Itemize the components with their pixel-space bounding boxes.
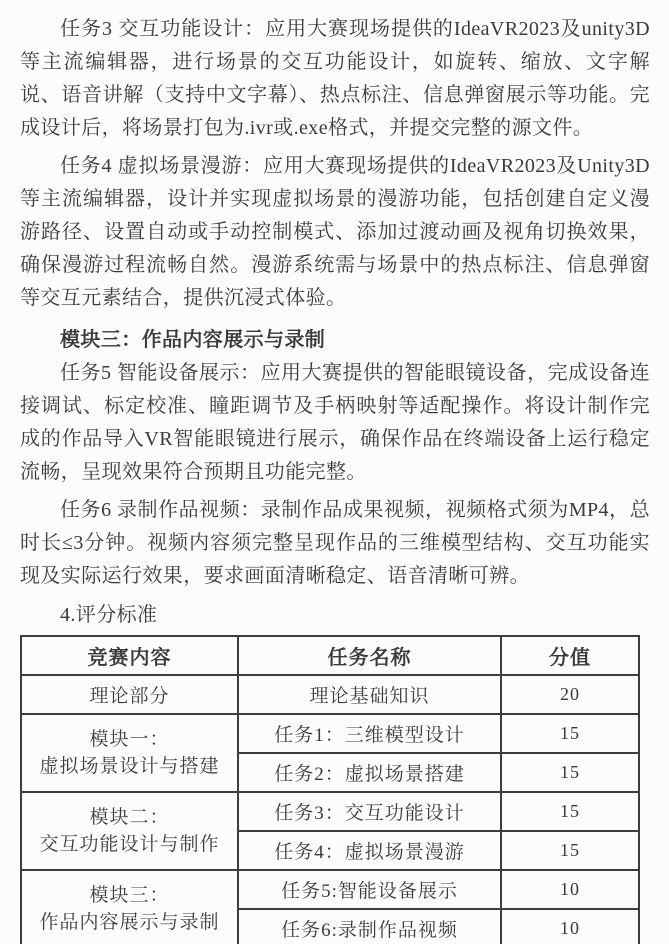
task-cell: 任务1：三维模型设计: [238, 714, 501, 753]
score-cell: 20: [501, 675, 639, 714]
score-cell: 15: [501, 714, 639, 753]
paragraph-task6: 任务6 录制作品视频：录制作品成果视频，视频格式须为MP4，总时长≤3分钟。视频内容须完整呈现作品的三维模型结构、交互功能实现及实际运行效果，要求画面清晰稳定、语音清晰可辨。: [20, 499, 650, 587]
table-row-theory: [21, 675, 639, 714]
group-name-theory: 理论部分: [21, 675, 238, 714]
group-name-line1: 模块一：: [89, 729, 170, 750]
module3-heading: 模块三：作品内容展示与录制: [60, 329, 326, 351]
group-name-line2: 交互功能设计与制作: [39, 834, 220, 855]
task-cell: 任务2：虚拟场景搭建: [238, 753, 501, 792]
header-competition-content: 竞赛内容: [21, 636, 238, 675]
task-cell: 任务5:智能设备展示: [238, 870, 501, 909]
header-score: 分值: [501, 636, 639, 675]
group-name-line2: 虚拟场景设计与搭建: [39, 756, 220, 777]
score-cell: 15: [501, 831, 639, 870]
table-row-module1-task1: [21, 714, 639, 753]
group-name-line2: 作品内容展示与录制: [39, 912, 220, 933]
group-name-module1: [21, 714, 238, 792]
score-cell: 10: [501, 909, 639, 944]
table-row-module3-task5: [21, 870, 639, 909]
group-name-line1: 模块三：: [89, 885, 170, 906]
paragraph-task5: 任务5 智能设备展示：应用大赛提供的智能眼镜设备，完成设备连接调试、标定校准、瞳距调节及手柄映射等适配操作。将设计制作完成的作品导入VR智能眼镜进行展示，确保作品在终端设备上运行稳定流畅，呈现效果符合预期且功能完整。: [20, 362, 650, 483]
score-cell: 15: [501, 792, 639, 831]
score-cell: 10: [501, 870, 639, 909]
task-cell: 任务6:录制作品视频: [238, 909, 501, 944]
table-row-module2-task3: [21, 792, 639, 831]
score-table: [20, 635, 640, 944]
group-name-line1: 模块二：: [89, 807, 170, 828]
paragraph-task4: 任务4 虚拟场景漫游：应用大赛现场提供的IdeaVR2023及Unity3D等主流编辑器，设计并实现虚拟场景的漫游功能，包括创建自定义漫游路径、设置自动或手动控制模式、添加过渡动画及视角切换效果，确保漫游过程流畅自然。漫游系统需与场景中的热点标注、信息弹窗等交互元素结合，提供沉浸式体验。: [20, 155, 650, 309]
score-cell: 15: [501, 753, 639, 792]
scoring-caption: 4.评分标准: [60, 604, 158, 626]
score-table-header-row: [21, 636, 639, 675]
task-cell: 任务4：虚拟场景漫游: [238, 831, 501, 870]
task-cell: 任务3：交互功能设计: [238, 792, 501, 831]
paragraph-task3: 任务3 交互功能设计：应用大赛现场提供的IdeaVR2023及unity3D等主流编辑器，进行场景的交互功能设计，如旋转、缩放、文字解说、语音讲解（支持中文字幕）、热点标注、信息弹窗展示等功能。完成设计后，将场景打包为.ivr或.exe格式，并提交完整的源文件。: [20, 18, 650, 139]
task-cell: 理论基础知识: [238, 675, 501, 714]
group-name-module2: [21, 792, 238, 870]
header-task-name: 任务名称: [238, 636, 501, 675]
group-name-module3: [21, 870, 238, 944]
